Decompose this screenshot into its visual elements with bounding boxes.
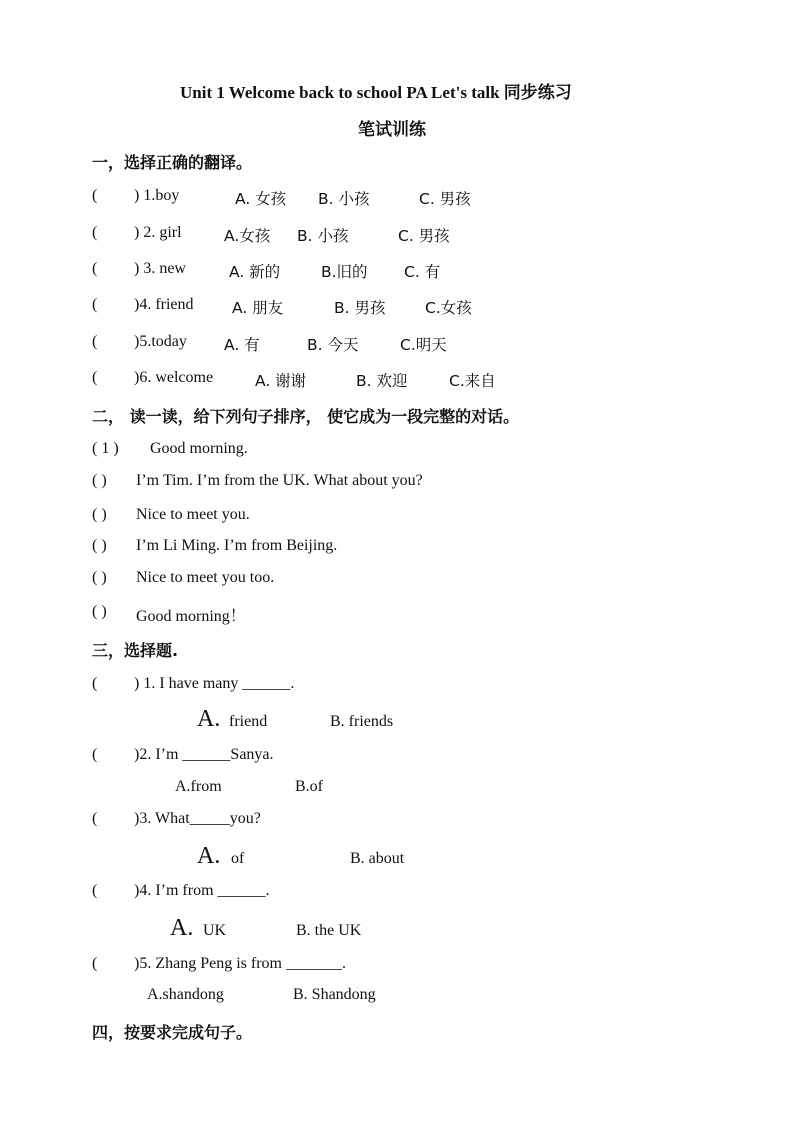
answer-paren-open[interactable]: ( (92, 955, 98, 972)
option-b: B. 小孩 (318, 190, 370, 208)
option-a: A. 谢谢 (255, 372, 307, 390)
page-title: Unit 1 Welcome back to school PA Let's talk 同步练习 (180, 83, 572, 102)
option-a: A. 女孩 (235, 190, 287, 208)
dialogue-text: Good morning. (150, 440, 248, 457)
question-number: ) 3. new (134, 260, 186, 277)
option-a-text: friend (229, 713, 268, 730)
answer-paren-open[interactable]: ( (92, 187, 98, 204)
option-a: A. 有 (224, 336, 260, 354)
option-a: A. 朋友 (232, 299, 284, 317)
question-number: ) 2. girl (134, 224, 182, 241)
option-c: C.女孩 (425, 299, 472, 317)
answer-paren-open[interactable]: ( (92, 333, 98, 350)
dialogue-text: I’m Tim. I’m from the UK. What about you? (136, 472, 423, 489)
answer-paren-open[interactable]: ( (92, 296, 98, 313)
answer-paren-open[interactable]: ( (92, 224, 98, 241)
order-paren[interactable]: ( ) (92, 603, 107, 620)
option-a: A. 新的 (229, 263, 281, 281)
answer-paren-open[interactable]: ( (92, 260, 98, 277)
order-paren[interactable]: ( ) (92, 537, 107, 554)
question-text: )4. I’m from ______. (134, 882, 270, 899)
option-a-text: of (231, 850, 245, 867)
option-a: A.from (175, 778, 222, 795)
answer-paren-open[interactable]: ( (92, 675, 98, 692)
question-text: )5. Zhang Peng is from _______. (134, 955, 346, 972)
option-a-letter: A. (197, 843, 221, 869)
option-b: B. 欢迎 (356, 372, 408, 390)
question-number: )4. friend (134, 296, 194, 313)
answer-paren-open[interactable]: ( (92, 882, 98, 899)
option-a: A.shandong (147, 986, 224, 1003)
option-a: A.女孩 (224, 227, 271, 245)
answer-paren-open[interactable]: ( (92, 746, 98, 763)
order-paren[interactable]: ( 1 ) (92, 440, 119, 457)
option-b: B. about (350, 850, 405, 867)
option-c: C. 男孩 (398, 227, 450, 245)
option-a-text: UK (203, 922, 227, 939)
section1-heading: 一，选择正确的翻译。 (92, 153, 253, 172)
question-text: )3. What_____you? (134, 810, 261, 827)
question-text: )2. I’m ______Sanya. (134, 746, 274, 763)
order-paren[interactable]: ( ) (92, 569, 107, 586)
answer-paren-open[interactable]: ( (92, 810, 98, 827)
option-c: C.来自 (449, 372, 496, 390)
answer-paren-open[interactable]: ( (92, 369, 98, 386)
option-b: B. Shandong (293, 986, 376, 1003)
option-a-letter: A. (170, 915, 194, 941)
option-c: C.明天 (400, 336, 447, 354)
question-number: )5.today (134, 333, 187, 350)
option-b: B. 男孩 (334, 299, 386, 317)
dialogue-text: Good morning！ (136, 608, 246, 625)
question-number: )6. welcome (134, 369, 214, 386)
section4-heading: 四，按要求完成句子。 (92, 1023, 253, 1042)
option-c: C. 有 (404, 263, 441, 281)
section3-heading: 三，选择题. (92, 641, 179, 660)
option-b: B.旧的 (321, 263, 368, 281)
question-number: ) 1.boy (134, 187, 180, 204)
option-b: B. 小孩 (297, 227, 349, 245)
dialogue-text: Nice to meet you. (136, 506, 250, 523)
dialogue-text: Nice to meet you too. (136, 569, 275, 586)
option-b: B.of (295, 778, 323, 795)
option-b: B. 今天 (307, 336, 359, 354)
option-c: C. 男孩 (419, 190, 471, 208)
option-a-letter: A. (197, 706, 221, 732)
order-paren[interactable]: ( ) (92, 472, 107, 489)
option-b: B. the UK (296, 922, 362, 939)
question-text: ) 1. I have many ______. (134, 675, 295, 692)
dialogue-text: I’m Li Ming. I’m from Beijing. (136, 537, 338, 554)
option-b: B. friends (330, 713, 394, 730)
page-subtitle: 笔试训练 (358, 120, 426, 139)
order-paren[interactable]: ( ) (92, 506, 107, 523)
section2-heading: 二， 读一读，给下列句子排序， 使它成为一段完整的对话。 (92, 407, 520, 426)
